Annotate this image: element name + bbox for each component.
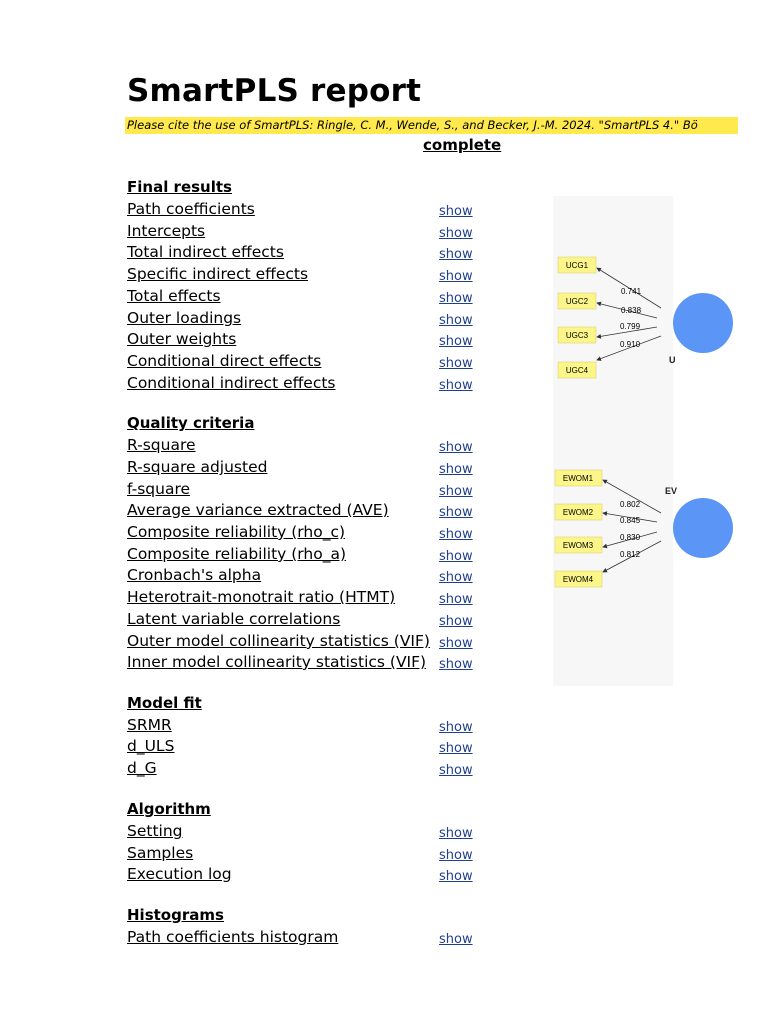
link-cronbachs-alpha[interactable]: Cronbach's alpha [127, 566, 262, 584]
link-ave[interactable]: Average variance extracted (AVE) [127, 501, 389, 519]
show-link-composite-reliability-rho-a[interactable]: show [439, 549, 473, 564]
show-link-execution-log[interactable]: show [439, 869, 473, 884]
link-composite-reliability-rho-a[interactable]: Composite reliability (rho_a) [127, 545, 347, 563]
show-link-outer-loadings[interactable]: show [439, 313, 473, 328]
link-d-g[interactable]: d_G [127, 759, 157, 777]
link-composite-reliability-rho-c[interactable]: Composite reliability (rho_c) [127, 523, 346, 541]
show-link-composite-reliability-rho-c[interactable]: show [439, 527, 473, 542]
link-outer-loadings[interactable]: Outer loadings [127, 309, 242, 327]
link-htmt[interactable]: Heterotrait-monotrait ratio (HTMT) [127, 588, 396, 606]
show-link-inner-model-vif[interactable]: show [439, 657, 473, 672]
loading-value: 0.910 [620, 340, 641, 349]
show-link-latent-variable-correlations[interactable]: show [439, 614, 473, 629]
link-d-uls[interactable]: d_ULS [127, 737, 175, 755]
show-link-path-coefficients-histogram[interactable]: show [439, 932, 473, 947]
show-link-intercepts[interactable]: show [439, 226, 473, 241]
citation-banner: Please cite the use of SmartPLS: Ringle, C. M., Wende, S., and Becker, J.-M. 2024. "SmartPLS 4." Bö [125, 117, 738, 134]
link-total-effects[interactable]: Total effects [127, 287, 221, 305]
section-final-results: Final results [127, 178, 232, 196]
construct-circle-1 [673, 293, 733, 353]
show-link-total-effects[interactable]: show [439, 291, 473, 306]
link-setting[interactable]: Setting [127, 822, 183, 840]
indicator-label: EWOM2 [562, 508, 594, 517]
construct-circle-2 [673, 498, 733, 558]
loading-value: 0.838 [621, 306, 642, 315]
section-algorithm: Algorithm [127, 800, 211, 818]
link-outer-model-vif[interactable]: Outer model collinearity statistics (VIF) [127, 632, 430, 650]
indicator-label: EWOM1 [562, 474, 594, 483]
loading-value: 0.845 [620, 516, 641, 525]
show-link-r-square[interactable]: show [439, 440, 473, 455]
link-conditional-direct-effects[interactable]: Conditional direct effects [127, 352, 322, 370]
show-link-path-coefficients[interactable]: show [439, 204, 473, 219]
show-link-specific-indirect-effects[interactable]: show [439, 269, 473, 284]
link-intercepts[interactable]: Intercepts [127, 222, 206, 240]
loading-value: 0.802 [620, 500, 641, 509]
link-conditional-indirect-effects[interactable]: Conditional indirect effects [127, 374, 336, 392]
link-total-indirect-effects[interactable]: Total indirect effects [127, 243, 284, 261]
show-link-srmr[interactable]: show [439, 720, 473, 735]
construct-label-2: EV [665, 486, 678, 496]
link-outer-weights[interactable]: Outer weights [127, 330, 237, 348]
indicator-label: EWOM4 [562, 575, 594, 584]
loading-value: 0.812 [620, 550, 641, 559]
link-f-square[interactable]: f-square [127, 480, 191, 498]
show-link-conditional-indirect-effects[interactable]: show [439, 378, 473, 393]
construct-label-1: U [669, 355, 676, 365]
show-link-cronbachs-alpha[interactable]: show [439, 570, 473, 585]
indicator-label: EWOM3 [562, 541, 594, 550]
show-link-d-g[interactable]: show [439, 763, 473, 778]
show-link-d-uls[interactable]: show [439, 741, 473, 756]
show-link-outer-weights[interactable]: show [439, 334, 473, 349]
show-link-outer-model-vif[interactable]: show [439, 636, 473, 651]
loading-value: 0.799 [620, 322, 641, 331]
link-path-coefficients[interactable]: Path coefficients [127, 200, 255, 218]
section-quality-criteria: Quality criteria [127, 414, 255, 432]
section-histograms: Histograms [127, 906, 224, 924]
show-link-total-indirect-effects[interactable]: show [439, 247, 473, 262]
link-inner-model-vif[interactable]: Inner model collinearity statistics (VIF) [127, 653, 427, 671]
show-link-conditional-direct-effects[interactable]: show [439, 356, 473, 371]
show-link-ave[interactable]: show [439, 505, 473, 520]
link-r-square-adjusted[interactable]: R-square adjusted [127, 458, 268, 476]
indicator-label: UGC3 [565, 331, 589, 340]
link-latent-variable-correlations[interactable]: Latent variable correlations [127, 610, 341, 628]
show-link-r-square-adjusted[interactable]: show [439, 462, 473, 477]
link-samples[interactable]: Samples [127, 844, 194, 862]
indicator-label: UGC4 [565, 366, 589, 375]
show-link-samples[interactable]: show [439, 848, 473, 863]
link-execution-log[interactable]: Execution log [127, 865, 232, 883]
report-title: SmartPLS report [127, 73, 422, 109]
link-srmr[interactable]: SRMR [127, 716, 172, 734]
section-model-fit: Model fit [127, 694, 202, 712]
status-label: complete [423, 136, 502, 154]
link-path-coefficients-histogram[interactable]: Path coefficients histogram [127, 928, 339, 946]
show-link-setting[interactable]: show [439, 826, 473, 841]
loading-value: 0.741 [621, 287, 642, 296]
link-r-square[interactable]: R-square [127, 436, 196, 454]
loading-value: 0.830 [620, 533, 641, 542]
indicator-label: UCG1 [565, 261, 589, 270]
path-model-diagram [553, 196, 678, 686]
show-link-f-square[interactable]: show [439, 484, 473, 499]
link-specific-indirect-effects[interactable]: Specific indirect effects [127, 265, 309, 283]
show-link-htmt[interactable]: show [439, 592, 473, 607]
indicator-label: UGC2 [565, 297, 589, 306]
